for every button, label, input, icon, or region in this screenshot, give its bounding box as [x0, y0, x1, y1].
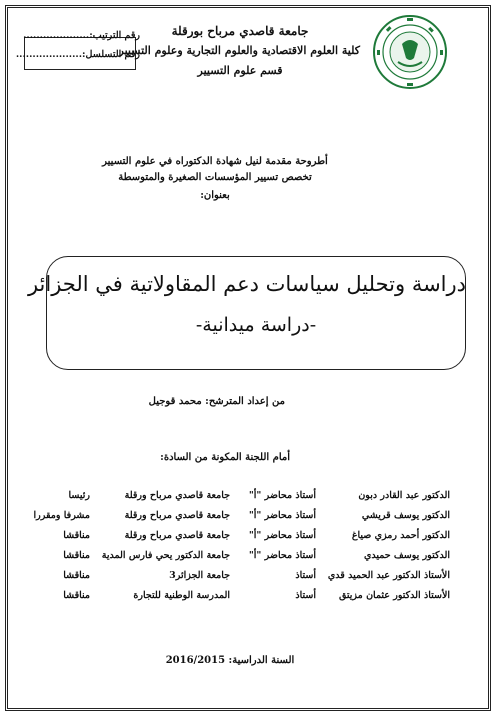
member-rank: أستاذ: [295, 590, 316, 601]
member-role: مناقشا: [63, 590, 90, 601]
author-line: من إعداد المترشح: محمد قوجيل: [148, 396, 285, 407]
department-name: قسم علوم التسيير: [197, 64, 283, 77]
thesis-title: دراسة وتحليل سياسات دعم المقاولاتية في الجزائر: [27, 272, 466, 296]
order-label: رقم الترتيب:: [89, 30, 140, 41]
member-name: الدكتور يوسف حميدي: [363, 550, 450, 561]
member-name: الأستاذ الدكتور عبد الحميد قدي: [327, 570, 450, 581]
member-institution: المدرسة الوطنية للتجارة: [133, 590, 230, 601]
faculty-name: كلية العلوم الاقتصادية والعلوم التجارية وعلوم التسيير: [118, 44, 360, 57]
title-lead: بعنوان:: [200, 190, 230, 201]
order-number: [0, 30, 140, 41]
member-rank: أستاذ محاضر "أ": [248, 510, 316, 521]
member-rank: أستاذ محاضر "أ": [248, 550, 316, 561]
member-institution: جامعة الدكتور يحي فارس المدية: [101, 550, 230, 561]
member-institution: جامعة قاصدي مرباح ورقلة: [124, 530, 230, 541]
member-role: مشرفا ومقررا: [33, 510, 90, 521]
member-rank: أستاذ محاضر "أ": [248, 490, 316, 501]
member-name: الدكتور يوسف قريشي: [361, 510, 450, 521]
member-role: رئيسا: [68, 490, 90, 501]
serial-value: ....................: [15, 49, 83, 60]
member-role: مناقشا: [63, 530, 90, 541]
member-name: الدكتور أحمد رمزي صياغ: [351, 530, 450, 541]
serial-label: رقم التسلسل:: [82, 49, 140, 60]
order-value: ....................: [23, 30, 90, 41]
member-institution: جامعة قاصدي مرباح ورقلة: [124, 510, 230, 521]
academic-year: السنة الدراسية: 2016/2015: [165, 655, 295, 666]
member-role: مناقشا: [63, 550, 90, 561]
member-role: مناقشا: [63, 570, 90, 581]
university-logo: [372, 14, 448, 90]
member-institution: جامعة الجزائر3: [169, 570, 230, 581]
member-name: الدكتور عبد القادر دبون: [358, 490, 450, 501]
thesis-specialty: تخصص تسيير المؤسسات الصغيرة والمتوسطة: [118, 172, 312, 183]
member-institution: جامعة قاصدي مرباح ورقلة: [124, 490, 230, 501]
member-name: الأستاذ الدكتور عثمان مزيتق: [339, 590, 450, 601]
university-name: جامعة قاصدي مرباح بورقلة: [171, 24, 309, 38]
committee-heading: أمام اللجنة المكونة من السادة:: [160, 452, 290, 463]
member-rank: أستاذ محاضر "أ": [248, 530, 316, 541]
member-rank: أستاذ: [295, 570, 316, 581]
thesis-purpose: أطروحة مقدمة لنيل شهادة الدكتوراه في علوم التسيير: [102, 156, 328, 167]
thesis-subtitle: -دراسة ميدانية-: [195, 314, 317, 336]
serial-number: [0, 49, 140, 60]
